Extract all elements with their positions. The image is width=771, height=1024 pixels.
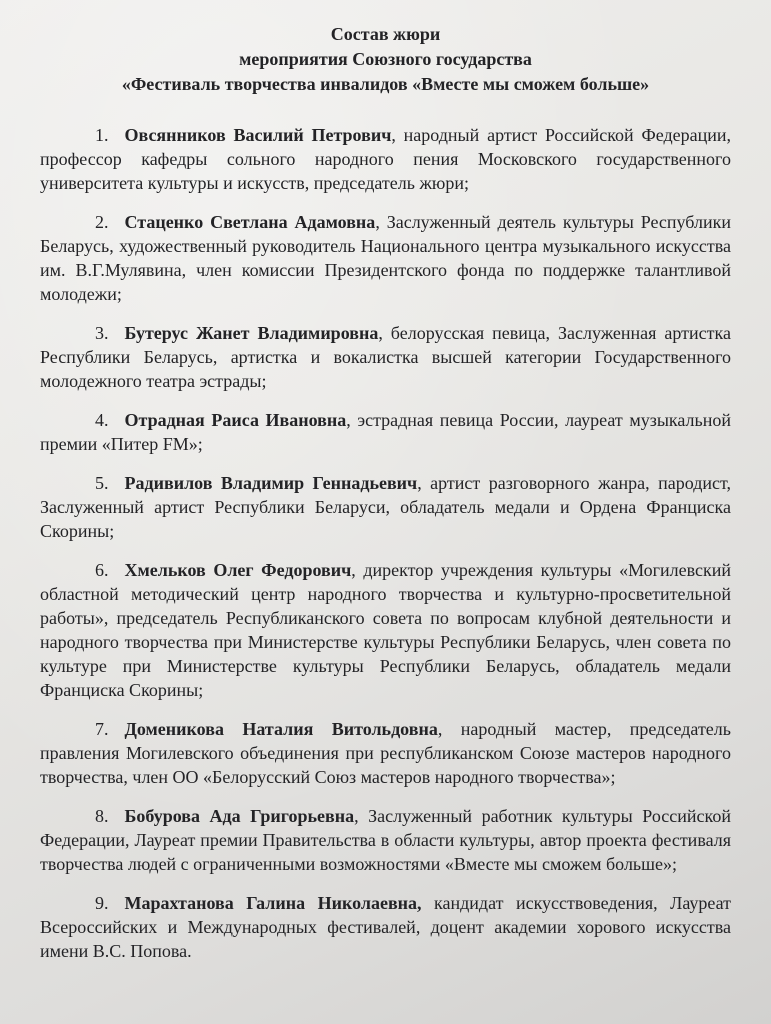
jury-member-description: , эстрадная певица России, лауреат музыкальной премии «Питер FM»; [40, 410, 731, 454]
jury-item-3 [40, 321, 731, 393]
item-number: 9. [95, 893, 109, 913]
item-number: 7. [95, 719, 109, 739]
title-line-1: Состав жюри [330, 24, 441, 44]
jury-member-description: , Заслуженный деятель культуры Республики Беларусь, художественный руководитель Национального центра музыкального искусства им. В.Г.Мулявина, член комиссии Президентского фонда по поддержке талантливой молодежи; [40, 212, 731, 304]
jury-member-description: , директор учреждения культуры «Могилевский областной методический центр народного творчества и культурно-просветительной работы», председатель Республиканского совета по вопросам клубной деятельности и народного творчества при Министерстве культуры Республики Беларусь, член совета по культуре при Министерстве культуры Республики Беларусь, обладатель медали Франциска Скорины; [40, 560, 731, 700]
jury-member-description: , народный артист Российской Федерации, профессор кафедры сольного народного пения Московского государственного университета культуры и искусств, председатель жюри; [40, 125, 731, 193]
jury-member-name: Радивилов Владимир Геннадьевич [124, 473, 418, 493]
jury-member-name: Бобурова Ада Григорьевна [124, 806, 355, 826]
title-line-3: «Фестиваль творчества инвалидов «Вместе мы сможем больше» [121, 74, 650, 94]
jury-item-1 [40, 123, 731, 195]
item-number: 8. [95, 806, 109, 826]
title-line-2: мероприятия Союзного государства [239, 49, 532, 69]
item-number: 3. [95, 323, 109, 343]
jury-list [40, 123, 731, 963]
jury-item-6 [40, 558, 731, 702]
jury-item-7 [40, 717, 731, 789]
jury-member-name: Хмельков Олег Федорович [124, 560, 352, 580]
jury-member-description: , артист разговорного жанра, пародист, Заслуженный артист Республики Беларуси, обладатель медали и Ордена Франциска Скорины; [40, 473, 732, 541]
jury-item-4 [40, 408, 731, 456]
jury-item-5 [40, 471, 731, 543]
item-number: 5. [95, 473, 109, 493]
item-number: 2. [95, 212, 109, 232]
jury-member-description: , белорусская певица, Заслуженная артистка Республики Беларусь, артистка и вокалистка высшей категории Государственного молодежного театра эстрады; [40, 323, 731, 391]
jury-member-name: Овсянников Василий Петрович [124, 125, 392, 145]
jury-item-2 [40, 210, 731, 306]
jury-member-name: Стаценко Светлана Адамовна [124, 212, 376, 232]
document-title [40, 22, 731, 97]
jury-item-8 [40, 804, 731, 876]
jury-member-description: , Заслуженный работник культуры Российской Федерации, Лауреат премии Правительства в области культуры, автор проекта фестиваля творчества людей с ограниченными возможностями «Вместе мы сможем больше»; [40, 806, 731, 874]
jury-member-name: Марахтанова Галина Николаевна, [124, 893, 422, 913]
jury-item-9 [40, 891, 731, 963]
jury-member-name: Доменикова Наталия Витольдовна [124, 719, 438, 739]
jury-member-name: Бутерус Жанет Владимировна [124, 323, 379, 343]
jury-member-name: Отрадная Раиса Ивановна [124, 410, 347, 430]
jury-member-description: кандидат искусствоведения, Лауреат Всероссийских и Международных фестивалей, доцент академии хорового искусства имени В.С. Попова. [40, 893, 731, 961]
item-number: 4. [95, 410, 109, 430]
item-number: 1. [95, 125, 109, 145]
jury-member-description: , народный мастер, председатель правления Могилевского объединения при республиканском Союзе мастеров народного творчества, член ОО «Белорусский Союз мастеров народного творчества»; [40, 719, 731, 787]
item-number: 6. [95, 560, 109, 580]
